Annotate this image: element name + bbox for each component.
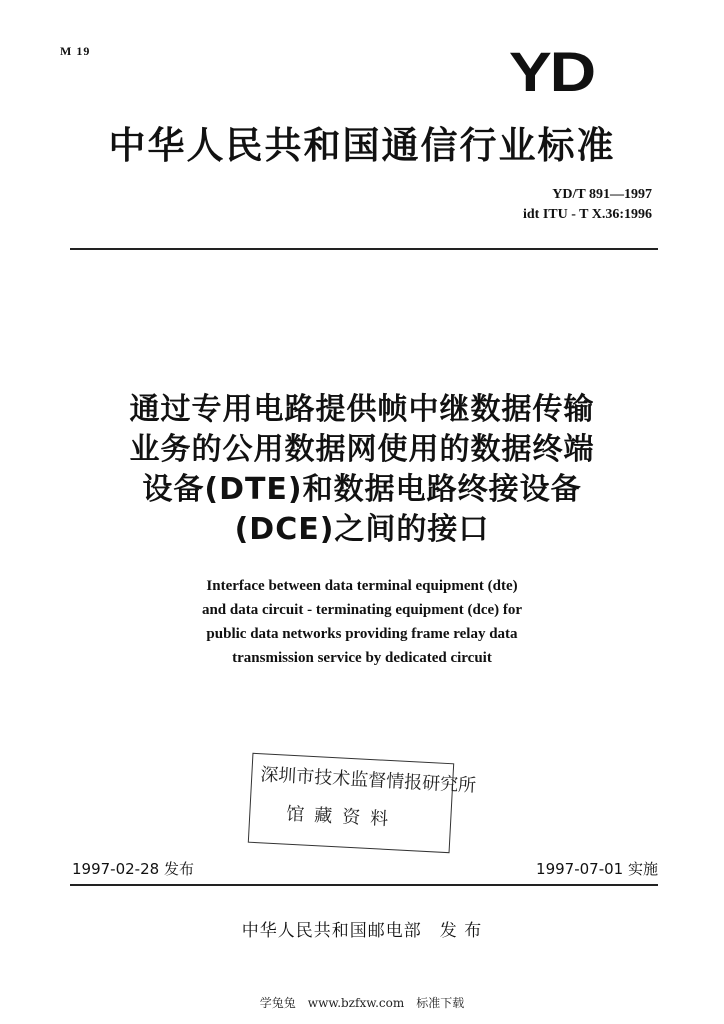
title-chinese: [0, 390, 724, 550]
standard-number-block: [523, 185, 652, 225]
title-english-line: transmission service by dedicated circuit: [232, 650, 492, 666]
classification-code: M 19: [60, 44, 91, 58]
standard-number: YD/T 891—1997: [552, 187, 652, 202]
yd-logo: YD: [509, 40, 594, 103]
title-chinese-line: 设备(DTE)和数据电路终接设备: [142, 472, 582, 507]
standard-organization-title: 中华人民共和国通信行业标准: [108, 124, 616, 167]
title-chinese-line: 通过专用电路提供帧中继数据传输: [129, 392, 595, 427]
title-english-line: public data networks providing frame relay data: [206, 626, 518, 642]
stamp-line-collection: 馆藏资料: [285, 803, 399, 831]
issuing-authority: 中华人民共和国邮电部 发 布: [241, 921, 483, 941]
identical-standard: idt ITU - T X.36:1996: [522, 207, 652, 222]
library-stamp: [248, 753, 477, 853]
title-english-line: and data circuit - terminating equipment (dce) for: [201, 602, 523, 618]
title-chinese-line: 业务的公用数据网使用的数据终端: [129, 432, 595, 467]
issue-date: 1997-02-28 发布: [72, 860, 194, 878]
stamp-line-institution: 深圳市技术监督情报研究所: [259, 764, 477, 797]
title-english: [0, 574, 724, 670]
footer-watermark: 学兔兔 www.bzfxw.com 标准下载: [259, 996, 465, 1010]
top-divider: [70, 248, 658, 250]
title-english-line: Interface between data terminal equipment (dte): [206, 578, 518, 594]
effective-date: 1997-07-01 实施: [536, 860, 658, 878]
bottom-divider: [70, 884, 658, 886]
title-chinese-line: (DCE)之间的接口: [234, 512, 490, 547]
